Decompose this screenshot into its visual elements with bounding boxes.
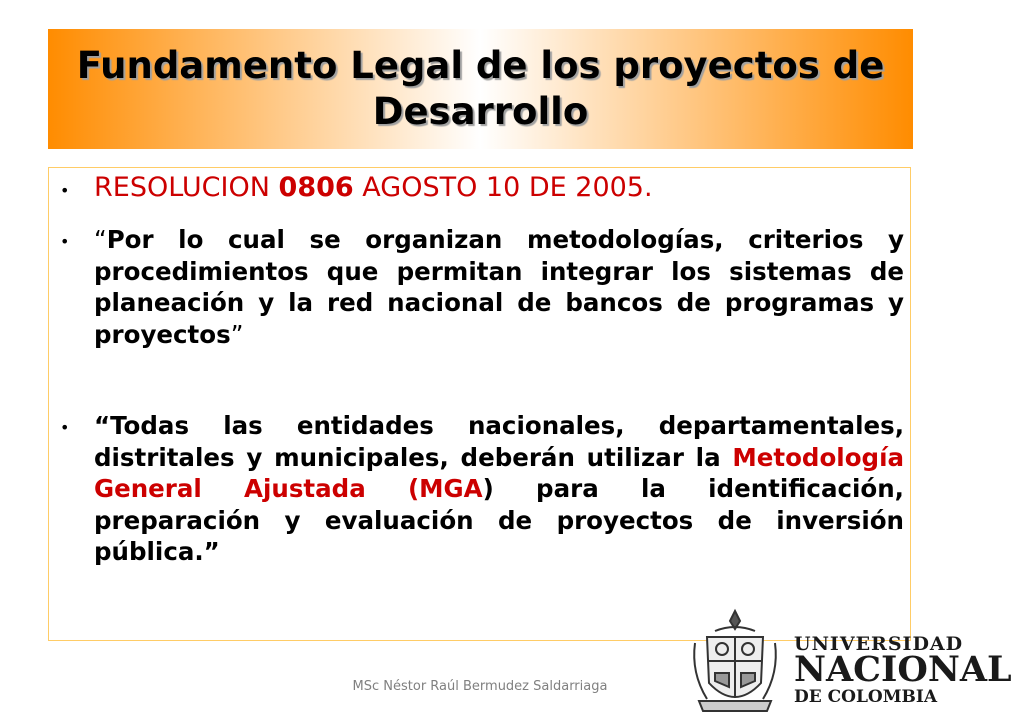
slide-title-bar — [48, 29, 913, 149]
quote-paragraph-1 — [94, 224, 904, 350]
open-quote: “ — [94, 225, 107, 254]
logo-line-2: NACIONAL — [794, 649, 1012, 690]
logo-line-1: UNIVERSIDAD — [794, 633, 964, 655]
quote-2-text-after: ) para la identificación, preparación y evaluación de proyectos de inversión pública.” — [94, 474, 904, 566]
logo-line-3: DE COLOMBIA — [794, 687, 938, 707]
close-quote: ” — [230, 319, 244, 349]
bullet-dot: • — [60, 232, 70, 251]
bullet-dot: • — [60, 181, 70, 200]
quote-1-text: Por lo cual se organizan metodologías, criterios y procedimientos que permitan integrar los sistemas de planeación y la red nacional de bancos de programas y proyectos — [94, 225, 904, 349]
resolution-prefix: RESOLUCION — [94, 172, 279, 203]
slide-title-line-2: Desarrollo — [372, 90, 589, 133]
coat-of-arms-icon — [685, 603, 785, 720]
footer-author: MSc Néstor Raúl Bermudez Saldarriaga — [352, 679, 608, 694]
slide-title-line-1: Fundamento Legal de los proyectos de — [76, 44, 885, 87]
resolution-number: 0806 — [278, 172, 354, 203]
mga-highlight: Metodología General Ajustada (MGA — [94, 442, 904, 503]
bullet-dot: • — [60, 418, 70, 437]
quote-2-text-before: “Todas las entidades nacionales, departamentales, distritales y municipales, deberán utilizar la — [94, 411, 904, 472]
resolution-line — [94, 172, 653, 203]
university-logo — [685, 603, 1012, 720]
resolution-suffix: AGOSTO 10 DE 2005. — [353, 172, 653, 203]
quote-paragraph-2 — [94, 410, 904, 568]
